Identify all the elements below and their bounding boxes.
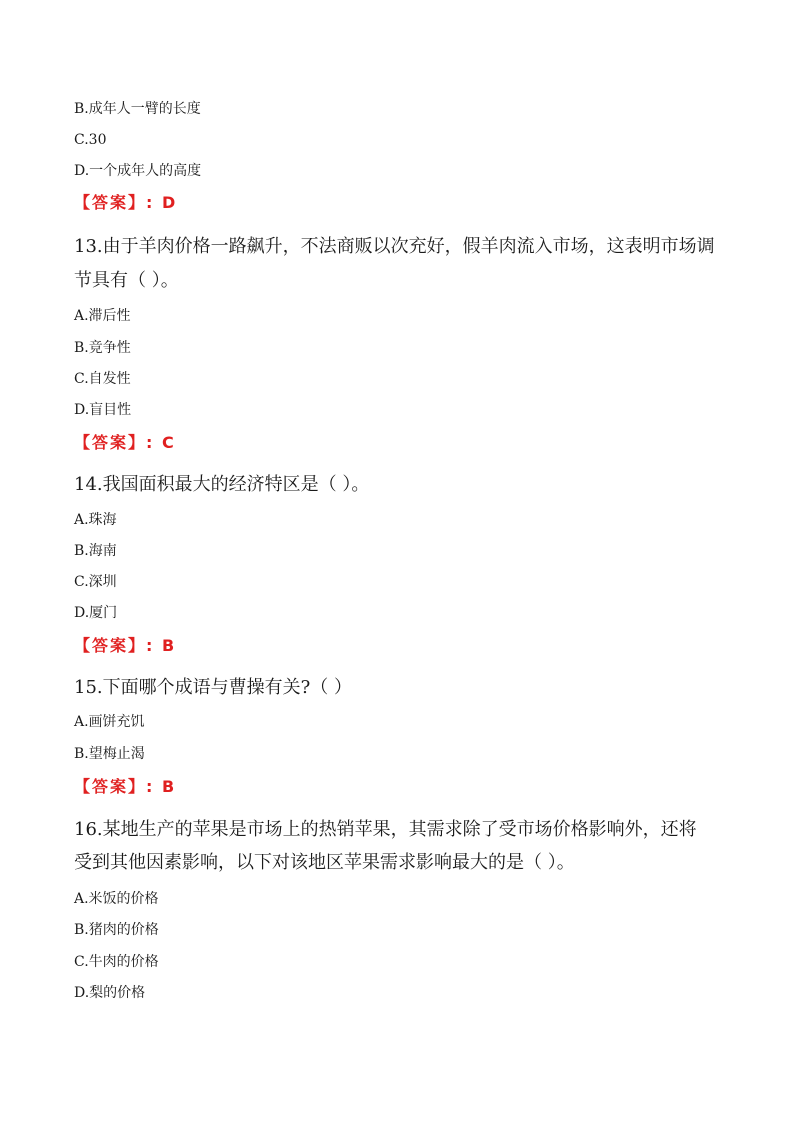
q15-option-b: B.望梅止渴 xyxy=(74,746,145,762)
q16-option-b: B.猪肉的价格 xyxy=(74,922,159,938)
q13-option-c: C.自发性 xyxy=(74,371,131,387)
q15-stem: 15.下面哪个成语与曹操有关?（ ） xyxy=(74,677,352,698)
q13-stem-line-1: 13.由于羊肉价格一路飙升，不法商贩以次充好，假羊肉流入市场，这表明市场调 xyxy=(74,236,715,257)
q14-option-a: A.珠海 xyxy=(74,512,117,528)
q15-option-a: A.画饼充饥 xyxy=(74,714,145,730)
q14-option-d: D.厦门 xyxy=(74,605,118,621)
q16-option-c: C.牛肉的价格 xyxy=(74,954,159,970)
q12-answer: 【答案】: D xyxy=(74,193,178,212)
q13-option-b: B.竞争性 xyxy=(74,340,131,356)
q12-option-d: D.一个成年人的高度 xyxy=(74,163,202,179)
q13-stem-line-2: 节具有（ ）。 xyxy=(74,270,179,291)
q12-option-b: B.成年人一臂的长度 xyxy=(74,101,201,117)
q13-option-a: A.滞后性 xyxy=(74,308,131,324)
q12-option-c: C.30 xyxy=(74,132,107,148)
q15-answer: 【答案】: B xyxy=(74,777,177,796)
q14-answer: 【答案】: B xyxy=(74,636,177,655)
q16-stem-line-2: 受到其他因素影响，以下对该地区苹果需求影响最大的是（ ）。 xyxy=(74,852,575,873)
q16-option-d: D.梨的价格 xyxy=(74,985,146,1001)
q14-stem: 14.我国面积最大的经济特区是（ ）。 xyxy=(74,474,370,495)
q14-option-b: B.海南 xyxy=(74,543,117,559)
q16-stem-line-1: 16.某地生产的苹果是市场上的热销苹果，其需求除了受市场价格影响外，还将 xyxy=(74,819,697,840)
q16-option-a: A.米饭的价格 xyxy=(74,891,159,907)
q13-answer: 【答案】: C xyxy=(74,433,176,452)
q14-option-c: C.深圳 xyxy=(74,574,117,590)
q13-option-d: D.盲目性 xyxy=(74,402,132,418)
